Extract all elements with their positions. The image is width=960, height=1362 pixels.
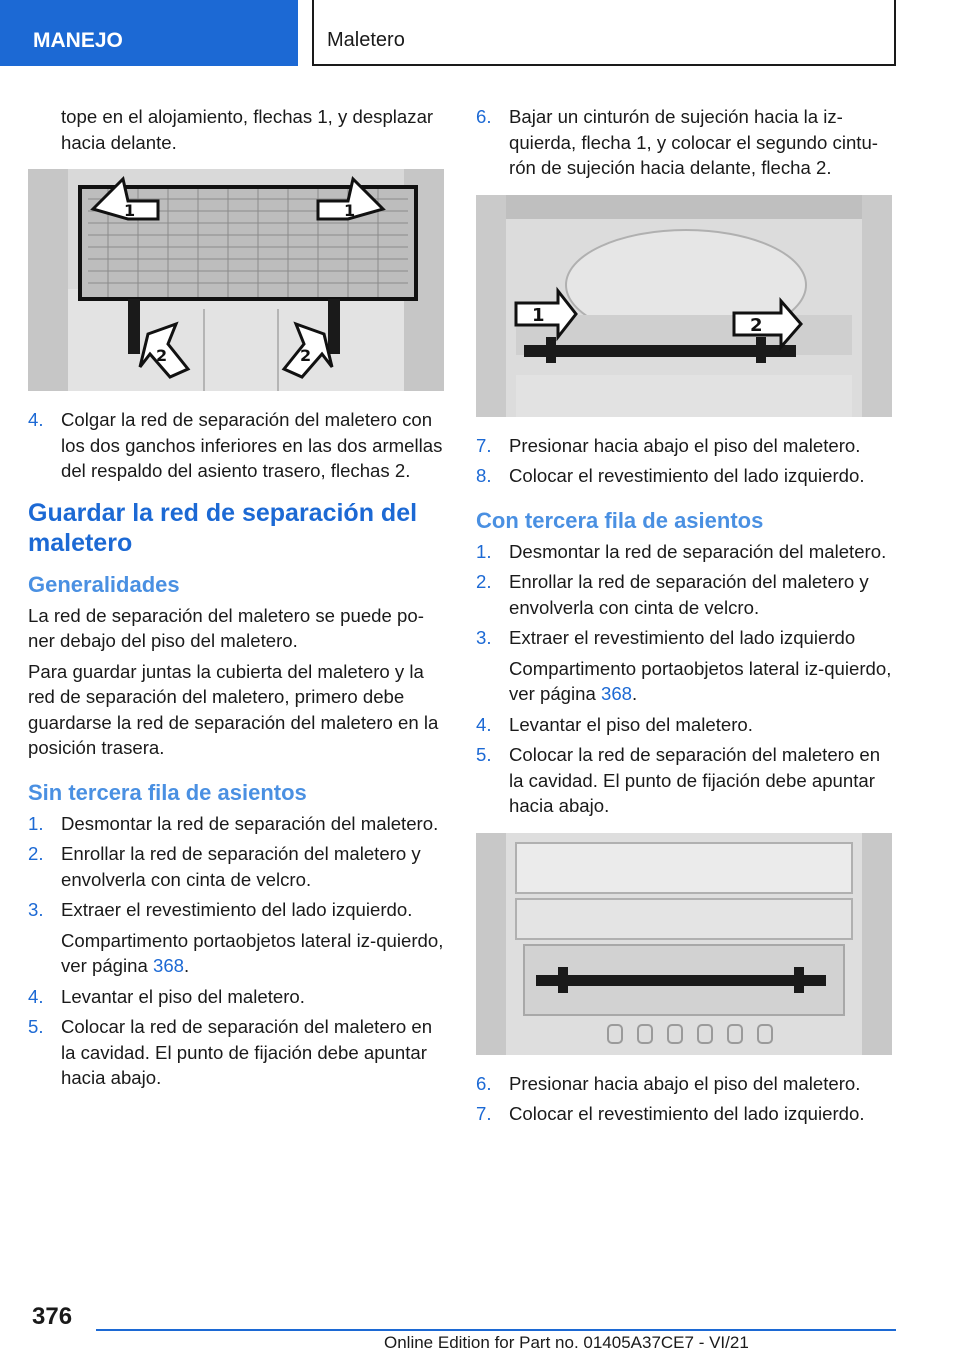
section-tab: MANEJO — [0, 0, 298, 66]
step-number: 2. — [476, 571, 492, 592]
steps-list — [476, 712, 894, 819]
list-item — [28, 811, 446, 837]
steps-list — [28, 811, 446, 923]
list-item — [28, 897, 446, 923]
list-item — [476, 1101, 894, 1127]
note-text: Compartimento portaobjetos lateral iz‐quierdo, ver página — [61, 929, 444, 976]
list-item — [476, 1071, 894, 1097]
list-item — [476, 712, 894, 738]
footer-divider — [96, 1329, 896, 1331]
step-text: Extraer el revestimiento del lado izquierdo. — [61, 899, 413, 920]
steps-list — [28, 407, 446, 484]
step-number: 1. — [28, 812, 44, 834]
steps-list — [476, 539, 894, 651]
step-note — [28, 928, 446, 979]
step-text: Desmontar la red de separación del maletero. — [61, 812, 439, 834]
left-column — [28, 104, 446, 1096]
subsection-heading: Con tercera fila de asientos — [476, 507, 764, 533]
step-number: 6. — [476, 1072, 492, 1094]
step-number: 6. — [476, 106, 492, 127]
figure-net-hooks — [28, 169, 444, 391]
steps-list — [476, 1071, 894, 1127]
list-item — [476, 742, 894, 819]
step-number: 4. — [476, 713, 492, 735]
steps-list — [28, 984, 446, 1091]
step-number: 5. — [28, 1016, 44, 1037]
step-number: 3. — [28, 899, 44, 920]
paragraph: Para guardar juntas la cubierta del maletero y la red de separación del maletero, primero debe guardarse la red de separación del maletero en la posición trasera. — [28, 660, 439, 758]
list-item — [28, 984, 446, 1010]
step-text: Colocar el revestimiento del lado izquierdo. — [509, 465, 865, 486]
note-punct: . — [632, 683, 638, 704]
edition-info: Online Edition for Part no. 01405A37CE7 - VI/21 — [384, 1333, 749, 1352]
subsection-heading: Sin tercera fila de asientos — [28, 779, 307, 805]
steps-list — [476, 433, 894, 489]
step-number: 5. — [476, 744, 492, 765]
figure-label: 2 — [300, 346, 312, 365]
list-item — [28, 1014, 446, 1091]
figure-label: 1 — [344, 201, 356, 220]
chapter-title: Maletero — [312, 0, 896, 66]
step-text: Extraer el revestimiento del lado izquierdo — [509, 627, 856, 648]
section-heading: Guardar la red de separación del maletero — [28, 498, 418, 557]
step-text: Levantar el piso del maletero. — [509, 713, 753, 735]
figure-net-stowed — [476, 833, 892, 1055]
figure-label: 2 — [156, 346, 168, 365]
page-link[interactable]: 368 — [601, 683, 633, 704]
subsection-heading: Generalidades — [28, 571, 180, 597]
right-column — [476, 104, 894, 1132]
step-text: Colocar la red de separación del maletero en la cavidad. El punto de fijación debe apuntar hacia abajo. — [509, 744, 881, 816]
step-number: 8. — [476, 465, 492, 486]
step-number: 1. — [476, 540, 492, 562]
step-text: Colgar la red de separación del maletero con los dos ganchos inferiores en las dos armellas del respaldo del asiento trasero, flechas 2. — [61, 409, 443, 481]
list-item — [28, 841, 446, 892]
note-punct: . — [184, 955, 190, 976]
paragraph: La red de separación del maletero se puede po‐ner debajo del piso del maletero. — [28, 604, 424, 651]
step-number: 4. — [28, 409, 44, 430]
list-item — [476, 463, 894, 489]
list-item — [476, 433, 894, 459]
intro-text: tope en el alojamiento, flechas 1, y desplazar hacia delante. — [61, 106, 434, 153]
page-link[interactable]: 368 — [153, 955, 185, 976]
figure-label: 1 — [124, 201, 136, 220]
step-text: Presionar hacia abajo el piso del maletero. — [509, 434, 861, 456]
step-number: 7. — [476, 1103, 492, 1124]
step-number: 3. — [476, 627, 492, 648]
note-text: Compartimento portaobjetos lateral iz‐quierdo, ver página — [509, 657, 892, 704]
list-item — [476, 104, 894, 181]
list-item — [476, 569, 894, 620]
step-text: Enrollar la red de separación del maletero y envolverla con cinta de velcro. — [509, 571, 869, 618]
list-item — [476, 539, 894, 565]
step-text: Bajar un cinturón de sujeción hacia la iz‐quierda, flecha 1, y colocar el segundo cintu‐rón de sujeción hacia delante, flecha 2. — [509, 106, 878, 178]
step-number: 2. — [28, 843, 44, 864]
page-number: 376 — [32, 1303, 73, 1330]
step-number: 4. — [28, 985, 44, 1007]
figure-label: 2 — [750, 314, 763, 336]
step-number: 7. — [476, 434, 492, 456]
list-item — [476, 625, 894, 651]
step-note — [476, 656, 894, 707]
figure-label: 1 — [532, 304, 545, 326]
step-text: Levantar el piso del maletero. — [61, 985, 305, 1007]
steps-list — [476, 104, 894, 181]
step-text: Desmontar la red de separación del maletero. — [509, 540, 887, 562]
list-item — [28, 407, 446, 484]
step-text: Presionar hacia abajo el piso del maletero. — [509, 1072, 861, 1094]
step-text: Enrollar la red de separación del maletero y envolverla con cinta de velcro. — [61, 843, 421, 890]
step-text: Colocar el revestimiento del lado izquierdo. — [509, 1103, 865, 1124]
step-text: Colocar la red de separación del maletero en la cavidad. El punto de fijación debe apuntar hacia abajo. — [61, 1016, 433, 1088]
figure-belts — [476, 195, 892, 417]
